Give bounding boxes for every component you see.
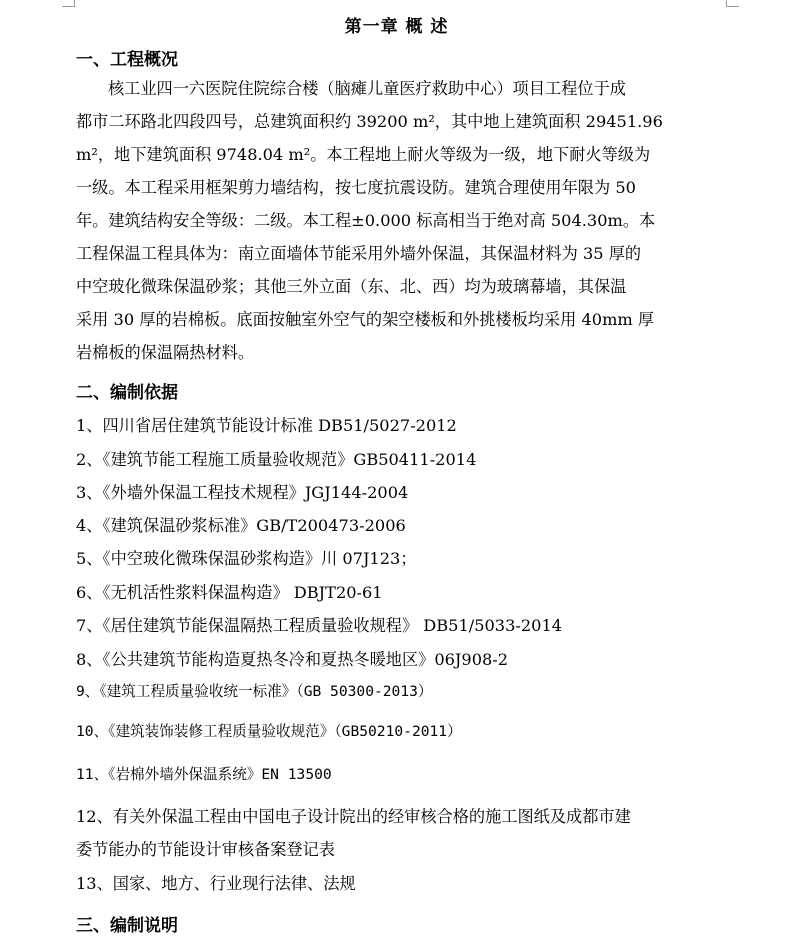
basis-item: 8、《公共建筑节能构造夏热冬冷和夏热冬暖地区》06J908-2 bbox=[76, 650, 509, 669]
paragraph-line: 中空玻化微珠保温砂浆；其他三外立面（东、北、西）均为玻璃幕墙，其保温 bbox=[76, 277, 627, 296]
paragraph-line: m²，地下建筑面积 9748.04 m²。本工程地上耐火等级为一级，地下耐火等级为 bbox=[76, 145, 651, 164]
paragraph-line: 工程保温工程具体为：南立面墙体节能采用外墙外保温，其保温材料为 35 厚的 bbox=[76, 244, 642, 263]
basis-item: 5、《中空玻化微珠保温砂浆构造》川 07J123； bbox=[76, 549, 417, 568]
basis-item: 2、《建筑节能工程施工质量验收规范》GB50411-2014 bbox=[76, 450, 477, 469]
paragraph-line: 岩棉板的保温隔热材料。 bbox=[76, 343, 255, 362]
paragraph-line: 采用 30 厚的岩棉板。底面按触室外空气的架空楼板和外挑楼板均采用 40mm 厚 bbox=[76, 310, 655, 329]
section-heading-notes: 三、编制说明 bbox=[76, 916, 178, 936]
paragraph-line: 年。建筑结构安全等级：二级。本工程±0.000 标高相当于绝对高 504.30m。本 bbox=[76, 211, 656, 230]
paragraph-line: 一级。本工程采用框架剪力墙结构，按七度抗震设防。建筑合理使用年限为 50 bbox=[76, 178, 636, 197]
page-corner-mark-right bbox=[726, 0, 739, 7]
paragraph-line: 都市二环路北四段四号，总建筑面积约 39200 m²，其中地上建筑面积 29451.96 bbox=[76, 112, 663, 131]
paragraph-line: 核工业四一六医院住院综合楼（脑瘫儿童医疗救助中心）项目工程位于成 bbox=[108, 79, 626, 98]
basis-item: 3、《外墙外保温工程技术规程》JGJ144-2004 bbox=[76, 483, 409, 502]
basis-item: 6、《无机活性浆料保温构造》 DBJT20-61 bbox=[76, 583, 383, 602]
basis-item: 委节能办的节能设计审核备案登记表 bbox=[76, 840, 335, 859]
basis-item: 7、《居住建筑节能保温隔热工程质量验收规程》 DB51/5033-2014 bbox=[76, 616, 563, 635]
section-heading-basis: 二、编制依据 bbox=[76, 383, 178, 403]
basis-item: 11、《岩棉外墙外保温系统》EN 13500 bbox=[76, 766, 332, 783]
basis-item: 12、有关外保温工程由中国电子设计院出的经审核合格的施工图纸及成都市建 bbox=[76, 807, 631, 826]
basis-item: 9、《建筑工程质量验收统一标准》（GB 50300-2013） bbox=[76, 683, 433, 700]
page-corner-mark-left bbox=[62, 0, 75, 7]
basis-item: 4、《建筑保温砂浆标准》GB/T200473-2006 bbox=[76, 516, 406, 535]
basis-item: 13、国家、地方、行业现行法律、法规 bbox=[76, 874, 356, 893]
section-heading-overview: 一、工程概况 bbox=[76, 50, 178, 70]
overview-paragraph bbox=[76, 72, 718, 369]
basis-item: 10、《建筑装饰装修工程质量验收规范》（GB50210-2011） bbox=[76, 723, 462, 740]
basis-item: 1、四川省居住建筑节能设计标准 DB51/5027-2012 bbox=[76, 416, 457, 435]
chapter-title: 第一章 概 述 bbox=[344, 17, 449, 37]
